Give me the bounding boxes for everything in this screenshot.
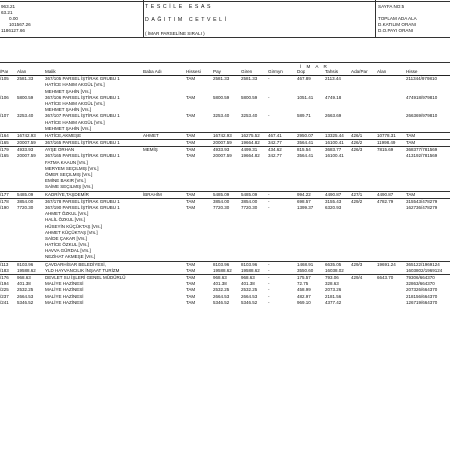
owner-cell: 367/165 PARSEL İŞTİRAK GRUBU 1 xyxy=(45,140,120,146)
share-cell: TAM xyxy=(186,204,196,210)
pay-cell: 3253.40 xyxy=(213,113,230,119)
father-cell: AHMET xyxy=(143,132,159,138)
col-header-girmeyen: Girmyn xyxy=(268,69,283,74)
owner-cell: AHMET ÖZKUL [Vrs.] xyxy=(45,211,89,217)
girmeyen-cell: - xyxy=(268,204,270,210)
pay-cell: 4933.93 xyxy=(213,147,230,153)
header-left-line: 963.21 xyxy=(1,4,16,9)
header-rule xyxy=(0,37,450,38)
tahsis-cell: 4749.18 xyxy=(325,94,342,100)
ada-parsel-cell: 429/2 xyxy=(351,198,363,204)
girmeyen-cell: 467.41 xyxy=(268,132,282,138)
area-cell: 401.38 xyxy=(17,281,31,287)
table-row xyxy=(0,198,450,205)
owner-cell: KADRİYE,TAŞDEMİR xyxy=(45,191,89,197)
imar-area-cell: 4782.79 xyxy=(377,198,394,204)
tahsis-cell: 328.63 xyxy=(325,281,339,287)
area-cell: 20007.59 xyxy=(17,140,36,146)
pay-cell: 8103.96 xyxy=(213,261,230,267)
tahsis-cell: 2663.69 xyxy=(325,113,342,119)
owner-cell: MALİYE HAZİNESİ xyxy=(45,287,84,293)
pay-cell: 2532.25 xyxy=(213,287,230,293)
giren-cell: 7720.30 xyxy=(241,204,258,210)
tahsis-cell: 2113.44 xyxy=(325,76,341,82)
parcel-cell: /106 xyxy=(0,94,9,100)
share-cell: TAM xyxy=(186,275,196,280)
header-right-line: D.O.PAYI ORANI xyxy=(378,28,414,33)
owner-cell: MALİYE HAZİNESİ xyxy=(45,281,84,287)
tahsis-cell: 4490.87 xyxy=(325,191,342,197)
parcel-cell: /164 xyxy=(0,132,9,138)
table-row xyxy=(0,75,450,82)
col-header-owner: Malik xyxy=(45,69,56,74)
owner-cell: HÜSEYİN KÜÇÜKTAŞ [Vrs.] xyxy=(45,223,103,229)
imar-group-label: İ M A R xyxy=(300,64,329,69)
col-header-tahsis: Tahsis xyxy=(325,69,339,74)
dop-cell: 458.99 xyxy=(297,287,311,293)
parcel-cell: /177 xyxy=(0,191,9,197)
giren-cell: 19664.82 xyxy=(241,140,260,146)
top-rule xyxy=(0,1,450,2)
owner-cell: 367/107 PARSEL İŞTİRAK GRUBU 1 xyxy=(45,113,120,119)
owner-cell: HATİCE HANIM AKGÜL [Vrs.] xyxy=(45,119,105,125)
giren-cell: 16275.52 xyxy=(241,132,260,138)
hisse-cell: TAM xyxy=(406,132,416,138)
dop-cell: 1051.41 xyxy=(297,94,314,100)
parcel-cell: /241 xyxy=(0,299,9,305)
hisse-cell: 474918/979810 xyxy=(406,94,438,100)
imar-area-cell: 4490.87 xyxy=(377,191,394,197)
giren-cell: 968.63 xyxy=(241,275,255,280)
owner-cell: ÇAVDARHİSAR BELEDİYESİ, xyxy=(45,261,106,267)
owner-cell: 367/178 PARSEL İŞTİRAK GRUBU 1 xyxy=(45,198,120,204)
tahsis-cell: 3155.43 xyxy=(325,198,342,204)
header-divider xyxy=(375,0,376,37)
ada-parsel-cell: 427/1 xyxy=(351,191,363,197)
table-body xyxy=(0,75,450,306)
hisse-cell: 315543/478279 xyxy=(406,198,438,204)
share-cell: TAM xyxy=(186,287,196,293)
distribution-table xyxy=(0,69,450,306)
header-left-line: 1186127.66 xyxy=(1,28,25,33)
imar-area-cell: 6643.70 xyxy=(377,275,394,280)
area-cell: 3854.00 xyxy=(17,198,34,204)
header-left-line: 101567.26 xyxy=(9,22,31,27)
owner-cell: 367/165 PARSEL İŞTİRAK GRUBU 1 xyxy=(45,153,120,159)
giren-cell: 4499.31 xyxy=(241,147,258,153)
tahsis-cell: 6320.93 xyxy=(325,204,342,210)
owner-cell: EMİNE BAKIR [Vrs.] xyxy=(45,178,86,184)
share-cell: TAM xyxy=(186,267,196,273)
giren-cell: 2581.33 xyxy=(241,76,258,82)
area-cell: 3253.40 xyxy=(17,113,34,119)
imar-area-cell: 10778.31 xyxy=(377,132,396,138)
girmeyen-cell: - xyxy=(268,281,270,287)
parcel-cell: /237 xyxy=(0,293,9,299)
tahsis-cell: 3683.77 xyxy=(325,147,342,153)
area-cell: 4933.93 xyxy=(17,147,34,153)
table-row xyxy=(0,146,450,153)
document-title: TESCİLE ESAS xyxy=(145,4,214,10)
table-row xyxy=(0,132,450,139)
pay-cell: 20007.59 xyxy=(213,140,232,146)
ada-parsel-cell: 426/3 xyxy=(351,147,363,153)
tahsis-cell: 16100.41 xyxy=(325,140,344,146)
owner-cell: SAİME SEÇILMIŞ [Vrs.] xyxy=(45,184,93,190)
area-cell: 968.63 xyxy=(17,275,31,280)
pay-cell: 3854.00 xyxy=(213,198,230,204)
pay-cell: 19588.62 xyxy=(213,267,232,273)
hisse-cell: 266369/979810 xyxy=(406,113,438,119)
share-cell: TAM xyxy=(186,281,196,287)
dop-cell: 1399.37 xyxy=(297,204,314,210)
owner-cell: HATİCE,AKMEŞE xyxy=(45,132,82,138)
giren-cell: 2532.25 xyxy=(241,287,258,293)
hisse-cell: 79306/664370 xyxy=(406,275,435,280)
col-header-father: Baba Adı xyxy=(143,69,162,74)
hisse-cell: 207326/664370 xyxy=(406,287,438,293)
girmeyen-cell: - xyxy=(268,191,270,197)
owner-cell: ÖMER SEÇILMIŞ [Vrs.] xyxy=(45,172,93,177)
share-cell: TAM xyxy=(186,113,196,119)
col-header-share: Hissesi xyxy=(186,69,201,74)
table-row xyxy=(0,139,450,146)
table-row xyxy=(0,191,450,198)
col-header-parcel: /Par xyxy=(0,69,9,74)
owner-cell: MALİYE HAZİNESİ xyxy=(45,299,84,305)
dop-cell: 698.57 xyxy=(297,198,311,204)
pay-cell: 2581.33 xyxy=(213,76,230,82)
dop-cell: 482.97 xyxy=(297,293,311,299)
owner-cell: 367/106 PARSEL İŞTİRAK GRUBU 1 xyxy=(45,94,120,100)
dop-cell: 72.75 xyxy=(297,281,309,287)
area-cell: 20007.59 xyxy=(17,153,36,159)
tahsis-cell: 2073.26 xyxy=(325,287,342,293)
area-cell: 5346.52 xyxy=(17,299,34,305)
tahsis-cell: 2181.56 xyxy=(325,293,342,299)
header-left-values xyxy=(1,4,31,34)
header-left-line: 0.00 xyxy=(9,16,18,21)
share-cell: TAM xyxy=(186,132,196,138)
owner-cell: AYŞE ORHAN xyxy=(45,147,75,153)
parcel-cell: /176 xyxy=(0,275,9,280)
girmeyen-cell: - xyxy=(268,76,270,82)
tahsis-cell: 6635.05 xyxy=(325,261,342,267)
share-cell: TAM xyxy=(186,153,196,159)
document-subtitle: DAĞITIM CETVELİ xyxy=(145,17,229,23)
area-cell: 5485.09 xyxy=(17,191,34,197)
area-cell: 2532.25 xyxy=(17,287,34,293)
owner-cell: MEHMET ŞAHİN [Vrs.] xyxy=(45,125,92,131)
share-cell: TAM xyxy=(186,140,196,146)
girmeyen-cell: 434.62 xyxy=(268,147,282,153)
hisse-cell: 218156/664370 xyxy=(406,293,438,299)
imar-area-cell: 11998.49 xyxy=(377,140,396,146)
column-group-rule xyxy=(0,62,450,63)
father-cell: İBRAHİM xyxy=(143,191,162,197)
page-number: SAYFA NO:5 xyxy=(378,4,405,9)
hisse-cell: TAM xyxy=(406,191,416,197)
pay-cell: 968.63 xyxy=(213,275,227,280)
girmeyen-cell: - xyxy=(268,299,270,305)
dop-cell: 467.89 xyxy=(297,76,311,82)
table-row xyxy=(0,261,450,268)
owner-cell: 367/105 PARSEL İŞTİRAK GRUBU 1 xyxy=(45,76,120,82)
header-left-line: 63.21 xyxy=(1,10,13,15)
parcel-cell: /183 xyxy=(0,267,9,273)
col-header-dop: Dop xyxy=(297,69,306,74)
area-cell: 19588.62 xyxy=(17,267,36,273)
col-header-giren: Giren xyxy=(241,69,253,74)
imar-area-cell: 19691.24 xyxy=(377,261,396,267)
owner-cell: NEZİHAT AKMEŞE [Vrs.] xyxy=(45,254,96,260)
area-cell: 2664.53 xyxy=(17,293,34,299)
girmeyen-cell: - xyxy=(268,293,270,299)
parcel-cell: /165 xyxy=(0,140,9,146)
giren-cell: 19588.62 xyxy=(241,267,260,273)
parcel-cell: /179 xyxy=(0,147,9,153)
share-cell: TAM xyxy=(186,261,196,267)
owner-cell: HATİCE HANIM AKGÜL [Vrs.] xyxy=(45,82,105,88)
girmeyen-cell: - xyxy=(268,261,270,267)
owner-cell: YLD HAYVANCILIK İNŞAAT TURİZM xyxy=(45,267,120,273)
table-row xyxy=(0,274,450,281)
parcel-cell: /107 xyxy=(0,113,9,119)
girmeyen-cell: - xyxy=(268,267,270,273)
owner-cell: DEVLET SU İŞLERİ GENEL MÜDÜRLÜ xyxy=(45,275,126,280)
col-header-pay: Pay xyxy=(213,69,221,74)
parcel-cell: /194 xyxy=(0,281,9,287)
hisse-cell: 365122/1969124 xyxy=(406,261,440,267)
ada-parsel-cell: 429/3 xyxy=(351,261,363,267)
dop-cell: 969.10 xyxy=(297,299,311,305)
area-cell: 7720.30 xyxy=(17,204,34,210)
tahsis-cell: 793.06 xyxy=(325,275,339,280)
father-cell: MEMİŞ xyxy=(143,147,158,153)
girmeyen-cell: - xyxy=(268,198,270,204)
dop-cell: 1468.91 xyxy=(297,261,314,267)
hisse-cell: 162736/478279 xyxy=(406,204,438,210)
giren-cell: 5346.52 xyxy=(241,299,258,305)
parcel-cell: /178 xyxy=(0,198,9,204)
hisse-cell: TAM xyxy=(406,140,416,146)
parcel-cell: /165 xyxy=(0,153,9,159)
ada-parsel-cell: 429/4 xyxy=(351,275,363,280)
hisse-cell: 126719/664370 xyxy=(406,299,438,305)
giren-cell: 3854.00 xyxy=(241,198,258,204)
parcel-cell: /190 xyxy=(0,204,9,210)
dop-cell: 3564.41 xyxy=(297,140,314,146)
owner-cell: 367/190 PARSEL İŞTİRAK GRUBU 1 xyxy=(45,204,120,210)
giren-cell: 401.38 xyxy=(241,281,255,287)
owner-cell: MEHMET ŞAHİN [Vrs.] xyxy=(45,88,92,94)
header-right-values xyxy=(378,4,417,34)
dop-cell: 815.54 xyxy=(297,147,311,153)
girmeyen-cell: 342.77 xyxy=(268,140,282,146)
dop-cell: 175.57 xyxy=(297,275,311,280)
share-cell: TAM xyxy=(186,147,196,153)
dop-cell: 589.71 xyxy=(297,113,311,119)
parcel-cell: /225 xyxy=(0,287,9,293)
col-header-ada-parsel: Ada/Par xyxy=(351,69,368,74)
owner-cell: MEHMET ŞAHİN [Vrs.] xyxy=(45,107,92,113)
owner-cell: AHMET KÜÇÜKTAŞ [Vrs.] xyxy=(45,229,98,235)
ada-parsel-cell: 426/1 xyxy=(351,132,363,138)
parcel-cell: /113 xyxy=(0,261,9,267)
share-cell: TAM xyxy=(186,293,196,299)
dop-cell: 3550.60 xyxy=(297,267,314,273)
girmeyen-cell: - xyxy=(268,94,270,100)
girmeyen-cell: - xyxy=(268,113,270,119)
pay-cell: 5800.59 xyxy=(213,94,230,100)
giren-cell: 5800.59 xyxy=(241,94,258,100)
owner-cell: HAVVA GÜRDAL [Vrs.] xyxy=(45,248,91,254)
giren-cell: 5485.09 xyxy=(241,191,258,197)
col-header-imar-area: Alan xyxy=(377,69,387,74)
area-cell: 8103.96 xyxy=(17,261,34,267)
tahsis-cell: 16100.41 xyxy=(325,153,344,159)
owner-cell: FATMA KAAUN [Vrs.] xyxy=(45,159,88,165)
pay-cell: 5346.52 xyxy=(213,299,230,305)
owner-cell: HATİCE ÖZKUL [Vrs.] xyxy=(45,242,89,248)
tahsis-cell: 16038.02 xyxy=(325,267,344,273)
ada-parsel-cell: 426/2 xyxy=(351,140,363,146)
hisse-cell: 1603802/1969124 xyxy=(406,267,443,273)
pay-cell: 401.38 xyxy=(213,281,227,287)
giren-cell: 19664.82 xyxy=(241,153,260,159)
tahsis-cell: 13325.44 xyxy=(325,132,344,138)
share-cell: TAM xyxy=(186,299,196,305)
pay-cell: 5485.09 xyxy=(213,191,230,197)
imar-area-cell: 7815.69 xyxy=(377,147,394,153)
hisse-cell: 32863/664370 xyxy=(406,281,435,287)
header-divider xyxy=(143,0,144,37)
owner-cell: MALİYE HAZİNESİ xyxy=(45,293,84,299)
owner-cell: SAİDE ÇAKAR [Vrs.] xyxy=(45,235,87,241)
giren-cell: 3253.40 xyxy=(241,113,258,119)
girmeyen-cell: - xyxy=(268,287,270,293)
hisse-cell: 413192/781569 xyxy=(406,153,438,159)
share-cell: TAM xyxy=(186,191,196,197)
col-header-hisse: Hisse xyxy=(406,69,418,74)
share-cell: TAM xyxy=(186,94,196,100)
col-header-area: Alan xyxy=(17,69,27,74)
dop-cell: 3564.41 xyxy=(297,153,314,159)
share-cell: TAM xyxy=(186,76,196,82)
parcel-sort-note: ( İMAR PARSELİNE SIRALI ) xyxy=(145,31,205,36)
area-cell: 16742.93 xyxy=(17,132,36,138)
pay-cell: 16742.93 xyxy=(213,132,232,138)
hisse-cell: 211344/979810 xyxy=(406,76,437,82)
tahsis-cell: 4377.42 xyxy=(325,299,342,305)
girmeyen-cell: 342.77 xyxy=(268,153,282,159)
giren-cell: 8103.96 xyxy=(241,261,258,267)
dop-cell: 2950.07 xyxy=(297,132,314,138)
hisse-cell: 368377/781569 xyxy=(406,147,438,153)
table-row xyxy=(0,300,450,306)
pay-cell: 7720.30 xyxy=(213,204,230,210)
owner-cell: MERYEM SEÇILMIŞ [Vrs.] xyxy=(45,165,99,171)
header-right-line: D.KATILIM ORANI xyxy=(378,22,416,27)
parcel-cell: /105 xyxy=(0,76,9,82)
owner-cell: HALİL ÖZKUL [Vrs.] xyxy=(45,217,86,223)
area-cell: 5800.59 xyxy=(17,94,34,100)
area-cell: 2581.33 xyxy=(17,76,34,82)
owner-cell: HATİCE HANIM AKGÜL [Vrs.] xyxy=(45,100,105,106)
pay-cell: 20007.59 xyxy=(213,153,232,159)
giren-cell: 2664.53 xyxy=(241,293,258,299)
girmeyen-cell: - xyxy=(268,275,270,280)
header-right-line: TOPLAM ADA ALA xyxy=(378,16,417,21)
dop-cell: 994.22 xyxy=(297,191,311,197)
share-cell: TAM xyxy=(186,198,196,204)
pay-cell: 2664.53 xyxy=(213,293,230,299)
